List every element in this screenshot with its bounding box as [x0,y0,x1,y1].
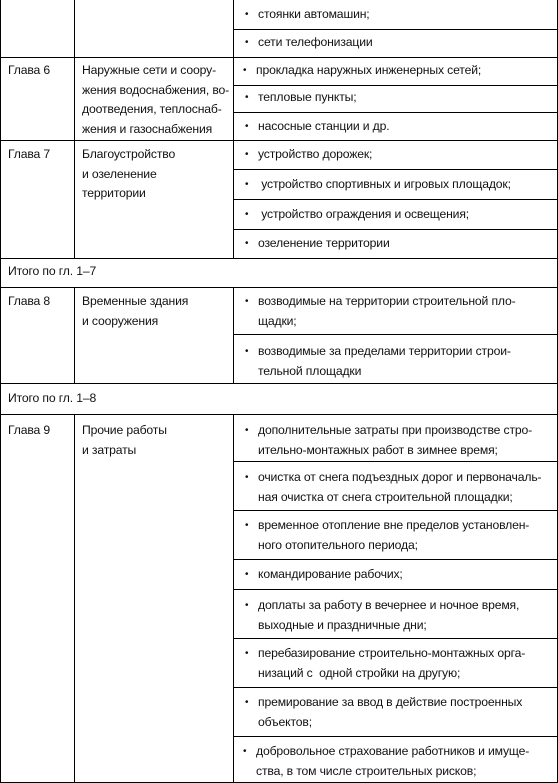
row-line [0,383,558,384]
item-text: командирование рабочих; [258,567,403,581]
item-line [233,229,558,230]
bullet-icon: • [245,9,249,20]
col-sep-1b [74,287,75,383]
col-sep-2c [233,414,234,783]
table-border-left [0,0,1,783]
item-line [233,687,558,688]
col-sep-2a [233,0,234,258]
item-text: устройство дорожек; [258,147,373,161]
chapter-label: Глава 7 [8,147,51,161]
item-text: доплаты за работу в вечернее и ночное время, выходные и праздничные дни; [258,598,520,632]
item-text: устройство ограждения и освещения; [258,207,470,221]
row-line [0,140,558,141]
col-sep-1c [74,414,75,783]
chapter-label: Глава 6 [8,63,51,77]
item-text: временное отопление вне пределов установлен- ного отопительного периода; [258,518,530,552]
bullet-icon: • [245,569,249,580]
bullet-icon: • [243,65,247,76]
chapter-description: Временные здания и сооружения [82,294,189,328]
item-text: тепловые пункты; [258,90,357,104]
chapter-description: Прочие работы и затраты [82,423,167,457]
chapter-description: Благоустройство и озеленение территории [82,147,176,200]
row-line [0,287,558,288]
bullet-icon: • [245,425,249,436]
item-text: премирование за ввод в действие построенных объектов; [258,695,523,729]
item-line [233,510,558,511]
item-line [233,461,558,462]
bullet-icon: • [245,697,249,708]
item-line [233,199,558,200]
item-line [233,112,558,113]
subtotal-label: Итого по гл. 1–8 [8,391,97,405]
bullet-icon: • [245,600,249,611]
item-line [233,334,558,335]
item-line [233,589,558,590]
item-text: дополнительные затраты при производстве стро- ительно-монтажных работ в зимнее время; [258,423,533,457]
item-text: возводимые за пределами территории строи- тельной площадки [258,344,511,378]
item-line [233,559,558,560]
item-line [233,85,558,86]
item-text: озеленение территории [258,236,390,250]
bullet-icon: • [245,92,249,103]
bullet-icon: • [245,520,249,531]
item-line [233,638,558,639]
bullet-icon: • [245,472,249,483]
bullet-icon: • [245,209,249,220]
bullet-icon: • [245,648,249,659]
bullet-icon: • [245,37,249,48]
chapter-label: Глава 8 [8,294,51,308]
bullet-icon: • [245,238,249,249]
bullet-icon: • [245,179,249,190]
chapter-label: Глава 9 [8,423,51,437]
item-text: стоянки автомашин; [258,7,370,21]
bullet-icon: • [245,346,249,357]
item-text: сети телефонизации [258,35,373,49]
col-sep-2b [233,287,234,383]
chapter-description: Наружные сети и соору- жения водоснабжения, во- доотведения, теплоснаб- жения и газоснабжения [82,63,230,136]
item-line [233,169,558,170]
row-line [0,414,558,415]
subtotal-label: Итого по гл. 1–7 [8,264,97,278]
bullet-icon: • [245,121,249,132]
item-text: устройство спортивных и игровых площадок; [258,177,511,191]
item-text: добровольное страхование работников и имуще- ства, в том числе строительных рисков; [256,744,530,778]
col-sep-1a [74,0,75,258]
item-text: возводимые на территории строительной пло- щадки; [258,294,516,328]
row-line [0,57,558,58]
bullet-icon: • [243,746,247,757]
bullet-icon: • [245,149,249,160]
item-text: насосные станции и др. [258,119,390,133]
row-line [0,258,558,259]
bullet-icon: • [245,296,249,307]
item-line [233,29,558,30]
item-text: прокладка наружных инженерных сетей; [256,63,482,77]
item-line [233,736,558,737]
item-text: перебазирование строительно-монтажных орга- низаций с одной стройки на другую; [258,646,526,680]
item-text: очистка от снега подъездных дорог и первоначаль- ная очистка от снега строительной площадки; [258,470,542,504]
